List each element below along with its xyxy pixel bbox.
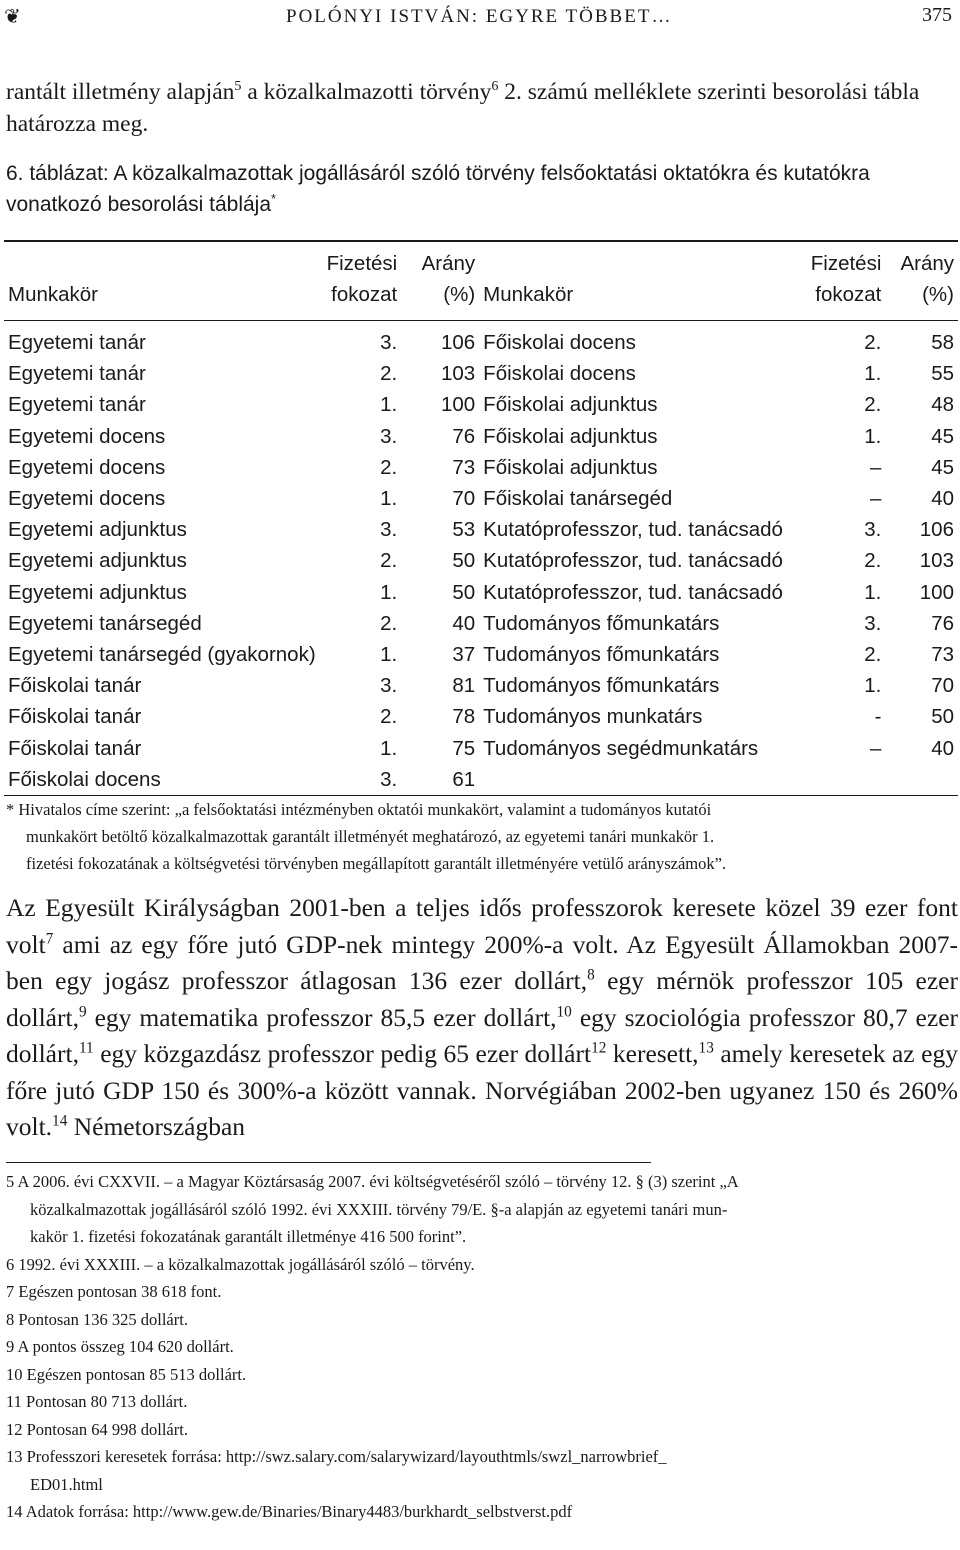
intro-text-2: a közalkalmazotti törvény	[241, 79, 492, 105]
footnote-14: 14 Adatok forrása: http://www.gew.de/Binaries/Binary4483/burkhardt_selbstverst.pdf	[6, 1502, 573, 1521]
table-note	[6, 796, 956, 877]
main-paragraph: Az Egyesült Királyságban 2001-ben a teljes idős professzorok keresete közel 39 ezer font volt$^7$ ami az egy főre jutó GDP-nek mintegy 200%-a volt. Az Egyesült Államokban 2007-ben egy jogász professzor átlagosan 136 ezer dollárt,$^8$ egy mérnök professzor 105 ezer dollárt,$^9$ egy matematika professzor 85,5 ezer dollárt,$^{10}$ egy szociológia professzor 80,7 ezer dollárt,$^{11}$ egy közgazdász professzor pedig 65 ezer dollárt$^{12}$ keresett,$^{13}$ amely keresetek az egy főre jutó GDP 150 és 300%-a között vannak. Norvégiában 2002-ben ugyanez 150 és 260% volt.$^{14}$ Németországban	[6, 893, 959, 1141]
cell-fokozat: 1.	[380, 643, 398, 667]
cell-arany: 73	[931, 643, 954, 667]
cell-munkakor: Főiskolai adjunktus	[483, 455, 658, 479]
cell-arany: 45	[931, 424, 954, 448]
cell-munkakor: Egyetemi tanár	[8, 331, 146, 354]
cell-fokozat: 3.	[380, 518, 398, 542]
table-row	[4, 358, 958, 389]
cell-fokozat: –	[869, 455, 882, 479]
fleuron-icon: ❦	[4, 6, 21, 28]
table-row	[4, 577, 958, 608]
footnote-6: 6 1992. évi XXXIII. – a közalkalmazottak jogállásáról szóló – törvény.	[6, 1254, 475, 1274]
table-row	[4, 639, 958, 670]
cell-fokozat: 2.	[380, 611, 398, 635]
cell-fokozat: 1.	[380, 487, 398, 511]
header-arany-left: Arány (%)	[421, 252, 476, 306]
cell-fokozat: 3.	[380, 331, 398, 354]
intro-text-1: rantált illetmény alapján	[6, 79, 235, 105]
table-header-row	[4, 241, 958, 321]
footnote-ref-9[interactable]: 9	[78, 1003, 87, 1020]
cell-arany: 106	[919, 518, 954, 542]
cell-munkakor: Főiskolai adjunktus	[483, 393, 658, 417]
cell-arany: 70	[452, 487, 476, 511]
cell-munkakor: Kutatóprofesszor, tud. tanácsadó	[483, 549, 783, 573]
footnote-5-cont: közalkalmazottak jogállásáról szóló 1992. évi XXXIII. törvény 79/E. §-a alapján az egyetemi tanári mun-	[30, 1199, 728, 1219]
cell-munkakor: Tudományos munkatárs	[483, 705, 703, 729]
cell-fokozat: 1.	[380, 736, 398, 760]
footnote-ref-8[interactable]: 8	[587, 966, 595, 984]
cell-munkakor: Főiskolai tanársegéd	[483, 487, 673, 511]
cell-fokozat: –	[869, 736, 882, 760]
table-row	[4, 608, 958, 639]
cell-munkakor: Tudományos főmunkatárs	[483, 643, 720, 667]
cell-fokozat: 1.	[864, 424, 882, 448]
footnote-ref-5[interactable]: 5	[234, 78, 242, 95]
cell-munkakor	[479, 764, 787, 796]
cell-munkakor: Tudományos segédmunkatárs	[483, 736, 759, 760]
cell-fokozat: 2.	[380, 455, 398, 479]
footnote-ref-12[interactable]: 12	[591, 1039, 607, 1057]
table-note-line: munkakört betöltő közalkalmazottak garantált illetményét meghatározó, az egyetemi tanári munkakör 1.	[26, 827, 715, 846]
header-arany-right: Arány (%)	[900, 252, 954, 306]
table-caption	[6, 158, 956, 220]
running-title: POLÓNYI ISTVÁN: EGYRE TÖBBET…	[286, 6, 673, 27]
cell-arany: 50	[452, 549, 476, 573]
cell-arany: 40	[931, 736, 954, 760]
cell-arany: 78	[452, 705, 476, 729]
cell-fokozat: -	[874, 705, 882, 729]
footnote-ref-13[interactable]: 13	[698, 1039, 714, 1057]
footnote-ref-10[interactable]: 10	[556, 1003, 572, 1020]
running-header	[0, 2, 960, 32]
cell-fokozat: 3.	[864, 611, 882, 635]
cell-fokozat: –	[869, 487, 882, 511]
cell-arany: 81	[452, 674, 476, 698]
footnote-10: 10 Egészen pontosan 85 513 dollárt.	[6, 1364, 247, 1384]
footnotes	[6, 1168, 956, 1526]
cell-arany: 48	[931, 393, 954, 417]
table-row	[4, 764, 958, 796]
footnote-ref-7[interactable]: 7	[45, 930, 54, 947]
besorolasi-table	[4, 240, 958, 796]
cell-munkakor: Tudományos főmunkatárs	[483, 611, 720, 635]
footnote-5: 5 A 2006. évi CXXVII. – a Magyar Köztársaság 2007. évi költségvetéséről szóló – törvény 12. § (3) szerint „A	[6, 1172, 739, 1191]
cell-arany: 100	[440, 393, 476, 417]
cell-munkakor: Egyetemi docens	[8, 455, 166, 479]
cell-fokozat: 2.	[380, 549, 398, 573]
cell-fokozat: 2.	[864, 331, 882, 354]
footnote-ref-6[interactable]: 6	[491, 78, 499, 95]
cell-arany: 100	[919, 580, 954, 604]
cell-munkakor: Főiskolai tanár	[8, 736, 142, 760]
cell-munkakor: Kutatóprofesszor, tud. tanácsadó	[483, 518, 783, 542]
cell-munkakor: Kutatóprofesszor, tud. tanácsadó	[483, 580, 783, 604]
footnote-9: 9 A pontos összeg 104 620 dollárt.	[6, 1337, 234, 1356]
table-caption-mark: *	[271, 192, 276, 206]
cell-fokozat: 2.	[864, 393, 882, 417]
cell-arany: 76	[452, 424, 476, 448]
header-munkakor-left: Munkakör	[8, 283, 99, 306]
cell-fokozat: 3.	[380, 674, 398, 698]
cell-fokozat: 1.	[380, 580, 398, 604]
cell-munkakor: Egyetemi adjunktus	[8, 518, 187, 542]
table-row	[4, 670, 958, 701]
footnote-11: 11 Pontosan 80 713 dollárt.	[6, 1392, 188, 1411]
table-row	[4, 733, 958, 764]
cell-munkakor: Főiskolai tanár	[8, 705, 142, 729]
cell-munkakor: Egyetemi tanársegéd (gyakornok)	[8, 643, 316, 667]
cell-munkakor: Egyetemi docens	[8, 424, 166, 448]
cell-arany: 45	[931, 455, 954, 479]
cell-munkakor: Egyetemi adjunktus	[8, 580, 187, 604]
cell-munkakor: Főiskolai tanár	[8, 674, 142, 698]
cell-munkakor: Főiskolai docens	[483, 362, 636, 386]
cell-fokozat: 2.	[380, 362, 398, 386]
cell-fokozat: 3.	[864, 518, 882, 542]
footnote-ref-11[interactable]: 11	[78, 1039, 94, 1057]
cell-fokozat: 2.	[380, 705, 398, 729]
intro-text-3: 2. számú melléklete szerinti besorolási tábla határozza meg.	[6, 79, 920, 137]
table-row	[4, 514, 958, 545]
table-row	[4, 452, 958, 483]
table-row	[4, 389, 958, 420]
cell-munkakor: Egyetemi adjunktus	[8, 549, 187, 573]
cell-arany: 106	[440, 331, 476, 354]
table-caption-text: 6. táblázat: A közalkalmazottak jogállásáról szóló törvény felsőoktatási oktatókra és kutatókra vonatkozó besorolási táblája	[6, 162, 870, 216]
cell-arany: 50	[452, 580, 476, 604]
cell-munkakor: Főiskolai docens	[8, 767, 161, 791]
cell-fokozat	[787, 764, 885, 796]
cell-arany: 50	[931, 705, 954, 729]
table-note-line: fizetési fokozatának a költségvetési törvényben megállapított garantált illetményére vetülő arányszámok”.	[26, 854, 727, 873]
cell-arany: 73	[452, 455, 476, 479]
footnote-13-cont: ED01.html	[30, 1474, 103, 1494]
cell-arany: 37	[452, 643, 476, 667]
footnote-13: 13 Professzori keresetek forrása: http://swz.salary.com/salarywizard/layouthtmls/swzl_narrowbrief_	[6, 1447, 667, 1466]
cell-arany: 75	[452, 736, 476, 760]
table-note-line: * Hivatalos címe szerint: „a felsőoktatási intézményben oktatói munkakört, valamint a tudományos kutatói	[6, 800, 712, 819]
page-number: 375	[922, 4, 952, 26]
cell-arany: 55	[931, 362, 954, 386]
header-fizetesi-left: Fizetési fokozat	[326, 252, 398, 306]
cell-arany: 53	[452, 518, 476, 542]
table-row	[4, 701, 958, 732]
cell-arany: 40	[931, 487, 954, 511]
cell-fokozat: 1.	[380, 393, 398, 417]
cell-arany	[885, 764, 958, 796]
cell-munkakor: Főiskolai docens	[483, 331, 636, 354]
cell-fokozat: 3.	[380, 767, 398, 791]
cell-fokozat: 3.	[380, 424, 398, 448]
footnote-5-cont: kakör 1. fizetési fokozatának garantált illetménye 416 500 forint”.	[30, 1227, 467, 1246]
header-munkakor-right: Munkakör	[483, 283, 574, 306]
cell-munkakor: Tudományos főmunkatárs	[483, 674, 720, 698]
footnote-ref-14[interactable]: 14	[52, 1112, 68, 1130]
cell-fokozat: 1.	[864, 674, 882, 698]
cell-arany: 58	[931, 331, 954, 354]
intro-paragraph	[6, 76, 956, 140]
cell-munkakor: Egyetemi tanár	[8, 362, 146, 386]
cell-munkakor: Egyetemi tanár	[8, 393, 146, 417]
table-row	[4, 483, 958, 514]
table-row	[4, 321, 958, 359]
cell-munkakor: Egyetemi tanársegéd	[8, 611, 202, 635]
cell-fokozat: 1.	[864, 580, 882, 604]
cell-munkakor: Főiskolai adjunktus	[483, 424, 658, 448]
cell-arany: 61	[452, 767, 476, 791]
table-row	[4, 421, 958, 452]
table-row	[4, 545, 958, 576]
footnote-7: 7 Egészen pontosan 38 618 font.	[6, 1282, 222, 1301]
cell-fokozat: 1.	[864, 362, 882, 386]
cell-fokozat: 2.	[864, 643, 882, 667]
footnote-12: 12 Pontosan 64 998 dollárt.	[6, 1419, 188, 1439]
cell-munkakor: Egyetemi docens	[8, 487, 166, 511]
cell-fokozat: 2.	[864, 549, 882, 573]
cell-arany: 70	[931, 674, 954, 698]
cell-arany: 76	[931, 611, 954, 635]
cell-arany: 103	[919, 549, 954, 573]
header-fizetesi-right: Fizetési fokozat	[810, 252, 882, 306]
footnote-8: 8 Pontosan 136 325 dollárt.	[6, 1309, 188, 1329]
cell-arany: 40	[452, 611, 476, 635]
footnote-rule	[6, 1162, 651, 1163]
cell-arany: 103	[440, 362, 476, 386]
